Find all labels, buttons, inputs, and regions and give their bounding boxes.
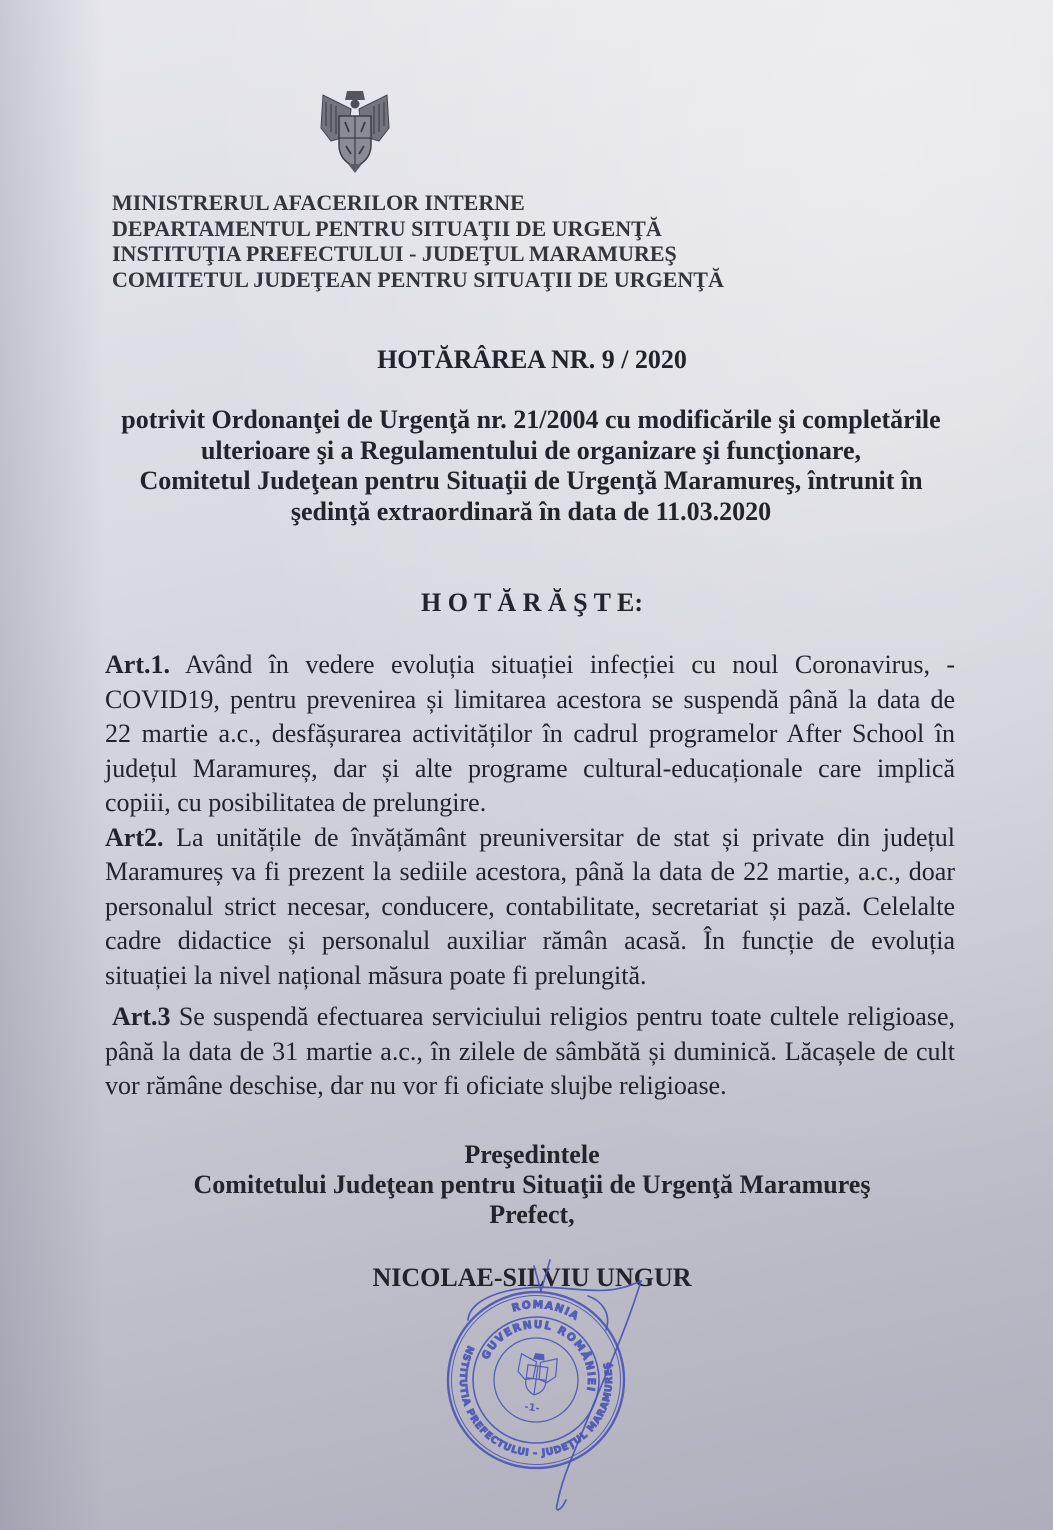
article-label: Art2. bbox=[105, 822, 164, 852]
article-2 bbox=[105, 821, 955, 994]
header-line: COMITETUL JUDEŢEAN PENTRU SITUAŢII DE URGENŢĂ bbox=[112, 266, 724, 292]
article-text: Având în vedere evoluția situației infecției cu noul Coronavirus, - bbox=[184, 650, 955, 679]
article-line bbox=[105, 821, 955, 856]
article-1 bbox=[105, 648, 955, 821]
preamble-line: ulterioare şi a Regulamentului de organizare şi funcţionare, bbox=[200, 435, 862, 465]
article-line: 22 martie a.c., desfășurarea activităților în cadrul programelor After School în bbox=[105, 719, 955, 748]
article-line bbox=[105, 648, 955, 683]
decision-title: HOTĂRÂREA NR. 9 / 2020 bbox=[377, 345, 687, 374]
official-stamp bbox=[436, 1280, 636, 1480]
signature-block bbox=[132, 1140, 932, 1230]
article-label: Art.1. bbox=[105, 650, 170, 679]
article-line: COVID19, pentru prevenirea și limitarea acestora se suspendă până la data de bbox=[105, 684, 955, 714]
header-line: MINISTRERUL AFACERILOR INTERNE bbox=[112, 190, 525, 215]
articles bbox=[105, 648, 955, 1104]
signatory-committee: Comitetului Judeţean pentru Situaţii de Urgenţă Maramureş bbox=[193, 1170, 871, 1199]
article-line: județul Maramureș, dar și alte programe cultural-educaționale care implică bbox=[105, 753, 955, 783]
signatory-role: Preşedintele bbox=[464, 1140, 600, 1169]
article-line: personalul strict necesar, conducere, contabilitate, secretariat și pază. Celelalte bbox=[105, 891, 955, 921]
stamp-outer-path: INSTITUTIA PREFECTULUI - JUDEȚUL MARAMUREȘ bbox=[456, 1343, 616, 1460]
preamble-line: şedinţă extraordinară în data de 11.03.2020 bbox=[290, 497, 772, 527]
stamp-inner-path: GUVERNUL ROMÂNIEI bbox=[479, 1318, 598, 1394]
article-line bbox=[112, 1000, 955, 1035]
signatory-name: NICOLAE-SILVIU UNGUR bbox=[372, 1263, 692, 1292]
coat-of-arms-icon bbox=[318, 88, 392, 174]
article-text: Se suspendă efectuarea serviciului religios pentru toate cultele religioase, bbox=[178, 1002, 955, 1031]
article-line: până la data de 31 martie a.c., în zilele de sâmbătă și duminică. Lăcașele de cult bbox=[105, 1036, 955, 1066]
stamp-center-text: -1- bbox=[523, 1401, 541, 1415]
institution-header bbox=[112, 190, 724, 292]
article-line: cadre didactice și personalul auxiliar rămân acasă. În funcție de evoluția bbox=[105, 926, 955, 955]
signatory-title: Prefect, bbox=[489, 1200, 575, 1229]
stamp-arms-icon bbox=[515, 1352, 558, 1398]
article-line: situației la nivel național măsura poate fi prelungită. bbox=[105, 960, 647, 990]
header-line: DEPARTAMENTUL PENTRU SITUAŢII DE URGENŢĂ bbox=[112, 215, 662, 241]
decision-heading: H O T Ă R Ă Ş T E: bbox=[420, 588, 644, 617]
article-text: La unitățile de învățământ preuniversitar de stat și private din județul bbox=[176, 822, 955, 852]
header-line: INSTITUŢIA PREFECTULUI - JUDEŢUL MARAMUREŞ bbox=[112, 241, 677, 266]
preamble bbox=[81, 405, 981, 528]
article-label: Art.3 bbox=[112, 1002, 171, 1031]
article-line: Maramureș va fi prezent la sediile acestora, până la data de 22 martie, a.c., doar bbox=[105, 857, 955, 886]
stamp-inner-text bbox=[477, 1311, 605, 1393]
preamble-line: Comitetul Judeţean pentru Situaţii de Urgenţă Maramureş, întrunit în bbox=[139, 466, 923, 496]
article-line: vor rămâne deschise, dar nu vor fi oficiate slujbe religioase. bbox=[105, 1071, 727, 1100]
article-line: copiii, cu posibilitatea de prelungire. bbox=[105, 788, 487, 817]
stamp-top-path: ROMANIA bbox=[510, 1298, 582, 1324]
preamble-line: potrivit Ordonanţei de Urgenţă nr. 21/2004 cu modificările şi completările bbox=[121, 405, 941, 434]
article-3 bbox=[105, 1000, 955, 1104]
